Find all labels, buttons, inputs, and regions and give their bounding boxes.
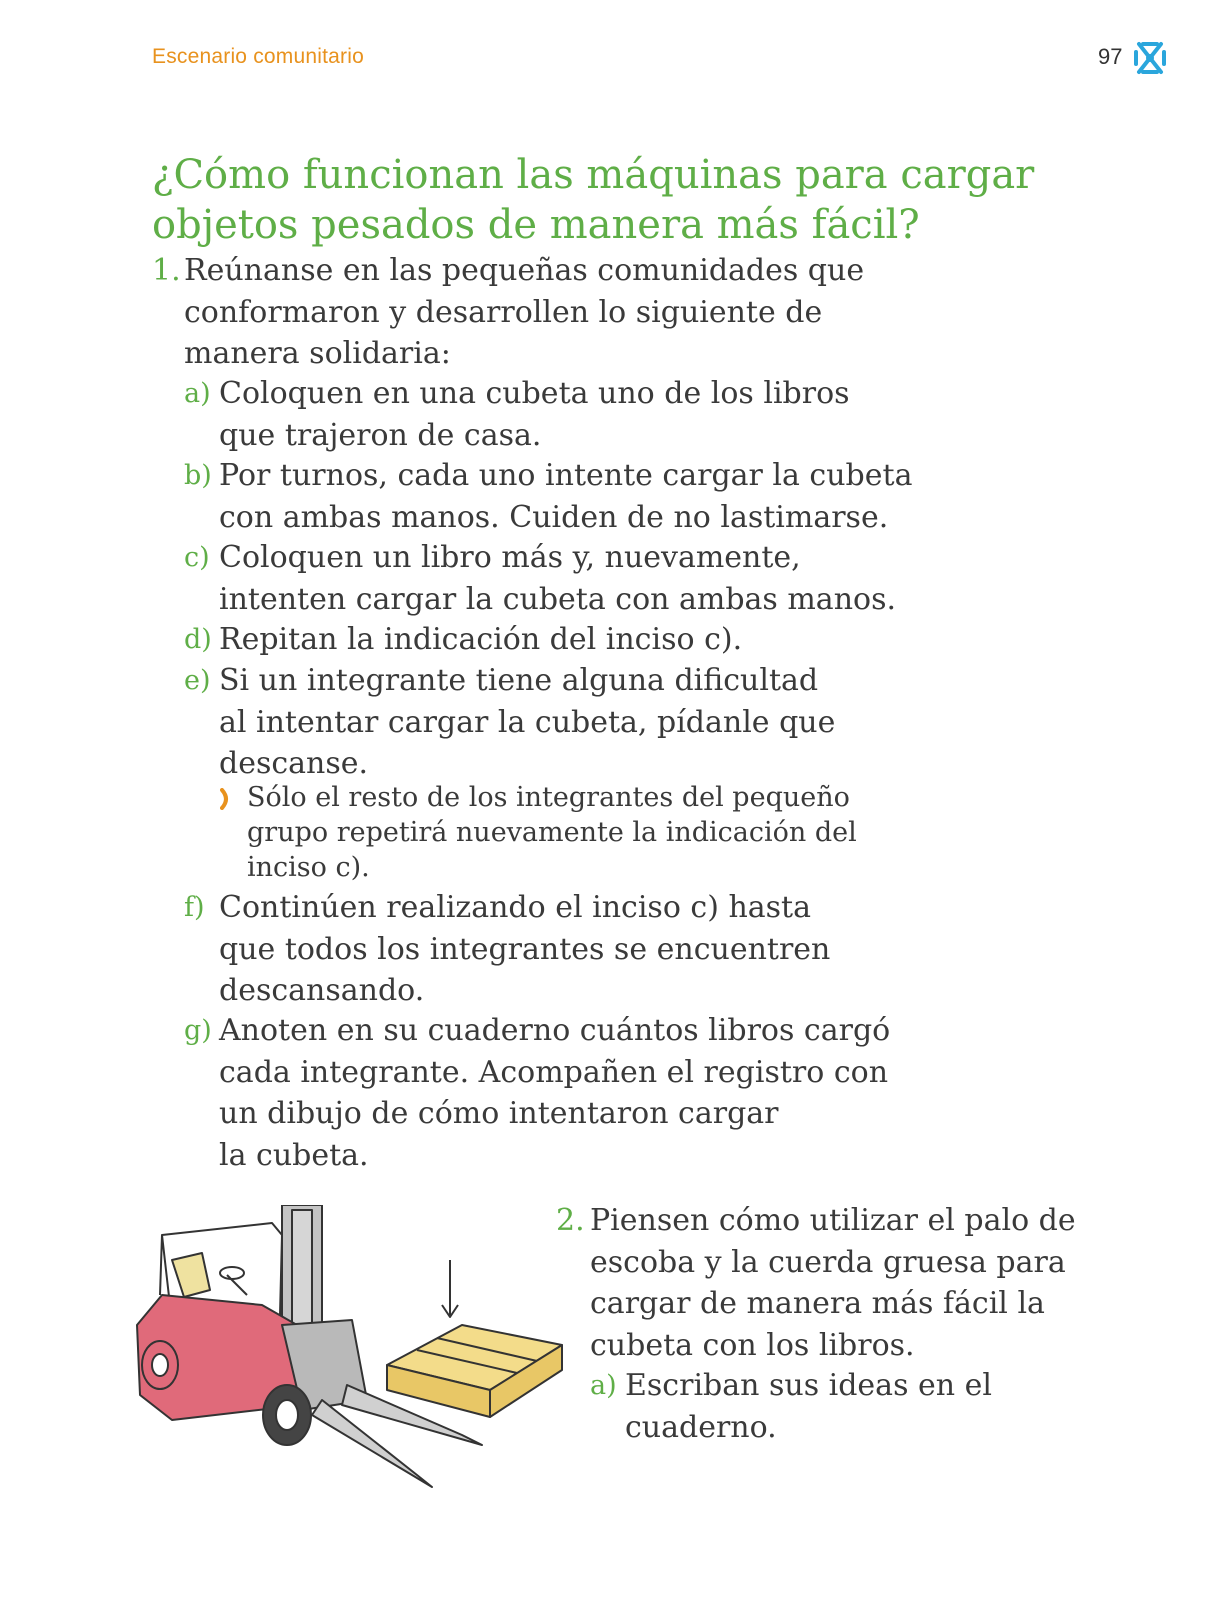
title-line: ¿Cómo funcionan las máquinas para cargar: [152, 152, 1035, 198]
step-2-text: [590, 1200, 1076, 1366]
chevron-bullet-icon: [220, 788, 232, 810]
step-1-text: [184, 250, 864, 375]
text-line: Reúnanse en las pequeñas comunidades que: [184, 253, 865, 288]
text-line: intenten cargar la cubeta con ambas manos.: [219, 581, 897, 617]
item-marker: f): [184, 892, 205, 923]
step-1: [152, 250, 181, 292]
text-line: con ambas manos. Cuiden de no lastimarse.: [219, 499, 889, 535]
text-line: Coloquen un libro más y, nuevamente,: [219, 540, 801, 575]
list-item-e: [184, 660, 836, 785]
list-item-d: [184, 619, 743, 661]
text-line: cuaderno.: [625, 1409, 777, 1445]
list-item-g: [184, 1010, 891, 1176]
star-knot-logo-icon: [1133, 40, 1167, 76]
text-line: grupo repetirá nuevamente la indicación del: [247, 817, 857, 848]
text-line: Sólo el resto de los integrantes del pequeño: [247, 782, 850, 813]
item-marker: g): [184, 1015, 212, 1046]
step-2: [556, 1200, 585, 1242]
text-line: la cubeta.: [219, 1137, 369, 1173]
text-line: al intentar cargar la cubeta, pídanle que: [219, 704, 836, 740]
forklift-illustration: [132, 1205, 582, 1505]
item-marker: a): [590, 1370, 617, 1401]
text-line: Escriban sus ideas en el: [625, 1368, 992, 1403]
item-marker: b): [184, 460, 212, 491]
item-marker: e): [184, 665, 211, 696]
text-line: descanse.: [219, 746, 369, 781]
text-line: manera solidaria:: [184, 336, 451, 371]
item-marker: a): [184, 378, 211, 409]
text-line: Si un integrante tiene alguna dificultad: [219, 663, 819, 698]
text-line: que todos los integrantes se encuentren: [219, 931, 831, 967]
page-number: 97: [1098, 44, 1123, 69]
step-number: 1.: [152, 253, 181, 288]
text-line: Continúen realizando el inciso c) hasta: [219, 890, 812, 925]
text-line: inciso c).: [247, 852, 370, 883]
text-line: conformaron y desarrollen lo siguiente de: [184, 294, 823, 330]
list-item-2a: [590, 1365, 992, 1448]
text-line: Piensen cómo utilizar el palo de: [590, 1203, 1076, 1238]
bullet-note: [247, 780, 857, 885]
page-title: [152, 150, 1052, 250]
text-line: escoba y la cuerda gruesa para: [590, 1244, 1066, 1280]
text-line: Coloquen en una cubeta uno de los libros: [219, 376, 850, 411]
text-line: descansando.: [219, 973, 425, 1008]
text-line: cubeta con los libros.: [590, 1327, 915, 1363]
list-item-f: [184, 887, 831, 1012]
list-item-a: [184, 373, 850, 456]
text-line: Anoten en su cuaderno cuántos libros cargó: [219, 1013, 891, 1048]
title-line: objetos pesados de manera más fácil?: [152, 202, 920, 248]
list-item-b: [184, 455, 913, 538]
section-label: Escenario comunitario: [152, 45, 364, 68]
text-line: cargar de manera más fácil la: [590, 1286, 1045, 1321]
item-marker: d): [184, 624, 212, 655]
item-marker: c): [184, 542, 210, 573]
step-number: 2.: [556, 1203, 585, 1238]
list-item-c: [184, 537, 897, 620]
text-line: un dibujo de cómo intentaron cargar: [219, 1096, 779, 1131]
text-line: que trajeron de casa.: [219, 417, 542, 453]
text-line: cada integrante. Acompañen el registro con: [219, 1054, 889, 1090]
text-line: Repitan la indicación del inciso c).: [219, 622, 743, 657]
text-line: Por turnos, cada uno intente cargar la cubeta: [219, 458, 913, 493]
